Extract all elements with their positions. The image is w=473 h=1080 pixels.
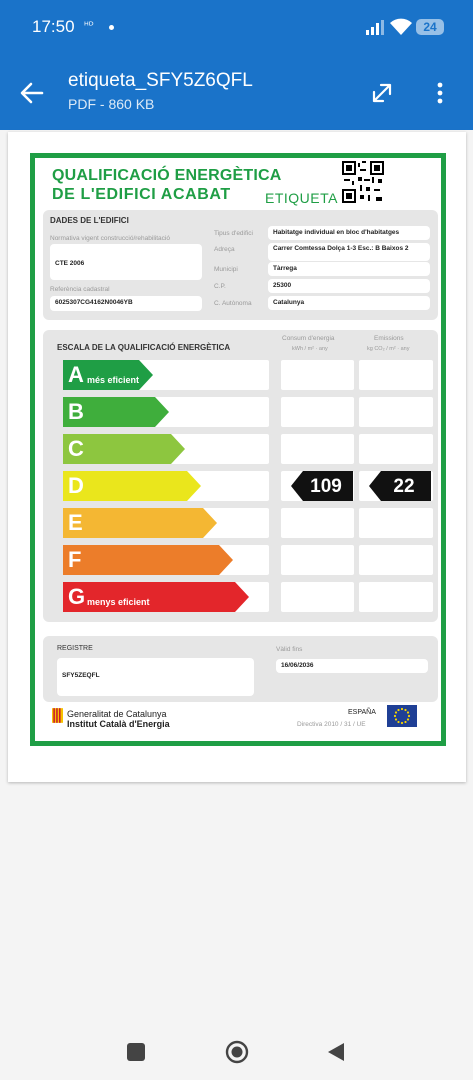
municipality-label: Municipi bbox=[214, 266, 238, 273]
label-title: QUALIFICACIÓ ENERGÈTICA bbox=[52, 167, 282, 184]
label-etiqueta: ETIQUETA bbox=[265, 190, 338, 206]
emissions-cell bbox=[359, 360, 433, 390]
postal-code-value: 25300 bbox=[268, 279, 430, 293]
generalitat-logo-icon bbox=[52, 708, 63, 723]
emissions-title: Emissions bbox=[374, 335, 404, 342]
file-meta: PDF - 860 KB bbox=[68, 96, 155, 112]
registry-section bbox=[43, 636, 438, 702]
ref-label: Referència cadastral bbox=[50, 286, 110, 293]
energy-grade-row-f bbox=[51, 545, 431, 578]
grade-letter: F bbox=[68, 547, 82, 572]
hd-call-icon: ᴴᴰ bbox=[84, 21, 94, 32]
emissions-cell bbox=[359, 508, 433, 538]
label-subtitle: DE L'EDIFICI ACABAT bbox=[52, 186, 231, 203]
grade-sublabel: menys eficient bbox=[87, 597, 150, 607]
consumption-cell bbox=[281, 397, 354, 427]
autonomous-community-value: Catalunya bbox=[268, 296, 430, 310]
consumption-title: Consum d'energia bbox=[282, 335, 335, 342]
valid-until-value: 16/06/2036 bbox=[276, 659, 428, 673]
energy-grade-row-g bbox=[51, 582, 431, 615]
footer-directive: Directiva 2010 / 31 / UE bbox=[297, 721, 366, 728]
file-title: etiqueta_SFY5Z6QFL bbox=[68, 70, 253, 91]
address-value: Carrer Comtessa Dolça 1-3 Esc.: B Baixos 2 bbox=[268, 243, 430, 261]
home-button[interactable] bbox=[225, 1040, 249, 1064]
status-bar bbox=[0, 0, 473, 56]
consumption-cell bbox=[281, 434, 354, 464]
grade-letter: E bbox=[68, 510, 83, 535]
emissions-cell bbox=[359, 545, 433, 575]
footer-org1: Generalitat de Catalunya bbox=[67, 709, 167, 719]
emissions-rating-value: 22 bbox=[393, 476, 415, 497]
consumption-cell bbox=[281, 360, 354, 390]
status-time: 17:50 bbox=[32, 17, 75, 36]
battery-indicator: 24 bbox=[416, 19, 444, 35]
eu-flag-icon bbox=[387, 705, 417, 727]
system-nav-bar bbox=[0, 1024, 473, 1080]
grade-letter: B bbox=[68, 399, 84, 424]
municipality-value: Tàrrega bbox=[268, 262, 430, 276]
notification-dot-icon bbox=[109, 25, 114, 30]
grade-letter: G bbox=[68, 584, 86, 609]
address-label: Adreça bbox=[214, 246, 235, 253]
grade-arrow-e bbox=[63, 508, 217, 538]
qr-code-icon bbox=[342, 161, 384, 203]
app-bar bbox=[0, 56, 473, 130]
energy-grade-row-e bbox=[51, 508, 431, 541]
valid-until-label: Vàlid fins bbox=[276, 646, 303, 653]
signal-icon bbox=[366, 20, 384, 35]
consumption-cell bbox=[281, 545, 354, 575]
more-options-icon[interactable] bbox=[430, 82, 450, 104]
energy-label bbox=[30, 153, 446, 746]
grade-sublabel: més eficient bbox=[87, 375, 140, 385]
grade-letter: A bbox=[68, 362, 84, 387]
footer-org2: Institut Català d'Energia bbox=[67, 719, 170, 729]
registry-header: REGISTRE bbox=[57, 645, 93, 652]
emissions-cell bbox=[359, 582, 433, 612]
back-arrow-icon[interactable] bbox=[18, 79, 46, 107]
energy-grade-row-b bbox=[51, 397, 431, 430]
emissions-unit: kg CO₂ / m² · any bbox=[367, 346, 410, 352]
footer-country: ESPAÑA bbox=[348, 709, 376, 716]
pdf-viewer[interactable] bbox=[0, 130, 473, 1024]
building-data-section bbox=[43, 210, 438, 320]
grade-arrow-f bbox=[63, 545, 233, 575]
emissions-cell bbox=[359, 397, 433, 427]
energy-scale-header: ESCALA DE LA QUALIFICACIÓ ENERGÈTICA bbox=[57, 343, 231, 352]
energy-scale-section bbox=[43, 330, 438, 622]
energy-grade-row-c bbox=[51, 434, 431, 467]
emissions-cell bbox=[359, 434, 433, 464]
normativa-value: CTE 2006 bbox=[50, 244, 202, 280]
consumption-cell bbox=[281, 582, 354, 612]
building-type-value: Habitatge individual en bloc d'habitatges bbox=[268, 226, 430, 240]
recent-apps-button[interactable] bbox=[127, 1043, 145, 1061]
open-external-icon[interactable] bbox=[370, 81, 394, 105]
consumption-unit: kWh / m² · any bbox=[292, 346, 328, 352]
normativa-label: Normativa vigent construcció/rehabilitació bbox=[50, 235, 170, 242]
back-button[interactable] bbox=[327, 1042, 345, 1062]
energy-grade-row-a bbox=[51, 360, 431, 393]
consumption-cell bbox=[281, 508, 354, 538]
grade-letter: C bbox=[68, 436, 84, 461]
building-type-label: Tipus d'edifici bbox=[214, 230, 253, 237]
energy-grade-row-d bbox=[51, 471, 431, 504]
postal-code-label: C.P. bbox=[214, 283, 226, 290]
pdf-page[interactable] bbox=[8, 132, 466, 782]
autonomous-community-label: C. Autònoma bbox=[214, 300, 252, 307]
ref-value: 6025307CG4162N0046YB bbox=[50, 296, 202, 311]
building-data-header: DADES DE L'EDIFICI bbox=[50, 216, 129, 225]
wifi-icon bbox=[390, 18, 412, 35]
consumption-rating-value: 109 bbox=[310, 476, 342, 497]
registry-value: SFY5ZEQFL bbox=[57, 658, 254, 696]
grade-letter: D bbox=[68, 473, 84, 498]
